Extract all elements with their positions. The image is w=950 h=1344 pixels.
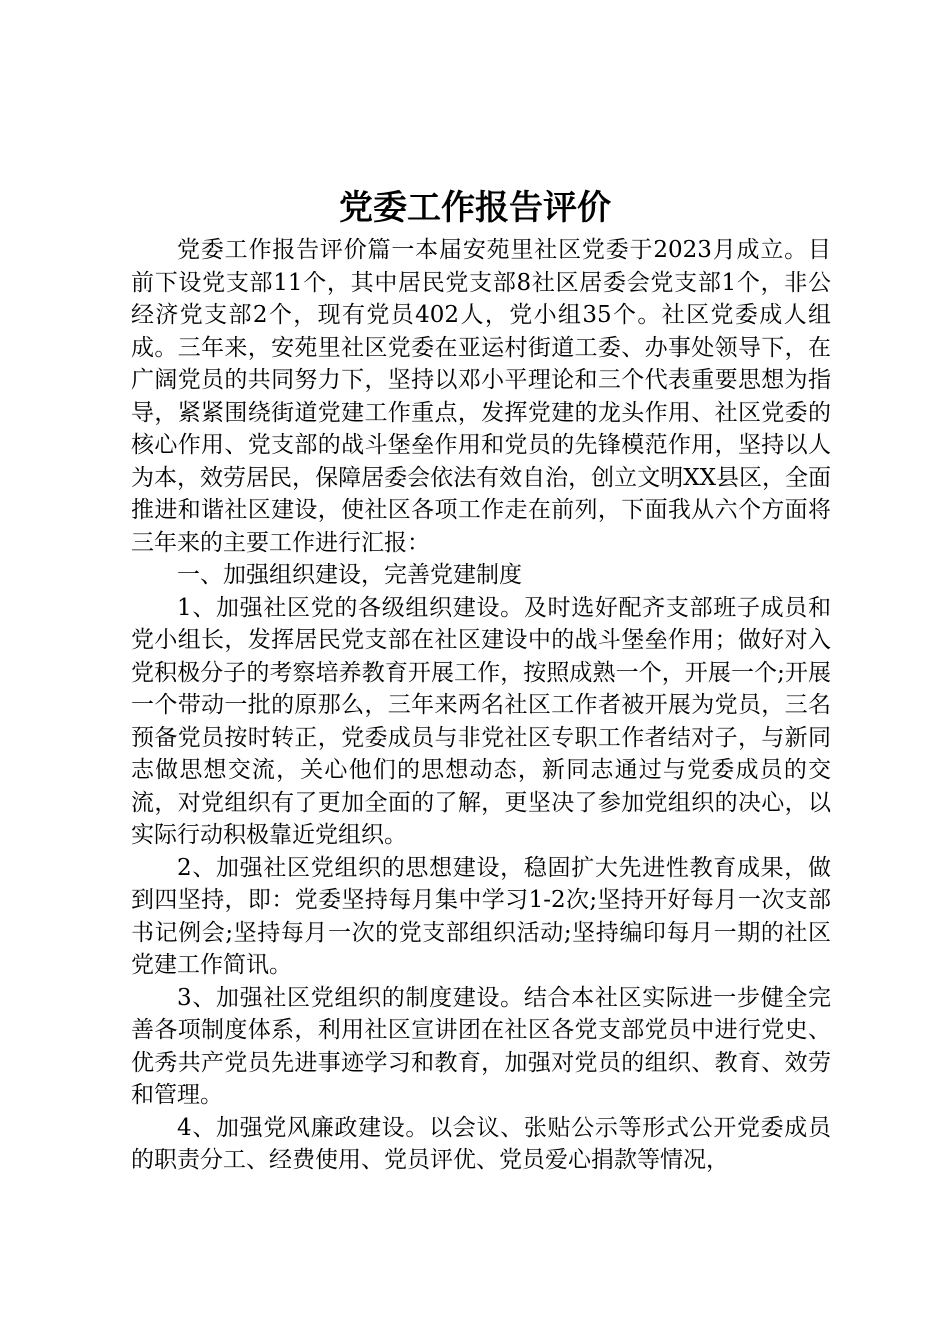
paragraph-item-4: 4、加强党风廉政建设。以会议、张贴公示等形式公开党委成员的职责分工、经费使用、党员评优、党员爱心捐款等情况， [131, 1114, 831, 1173]
section-heading-organization: 一、加强组织建设，完善党建制度 [177, 562, 522, 588]
paragraph-item-2: 2、加强社区党组织的思想建设，稳固扩大先进性教育成果，做到四坚持，即：党委坚持每月集中学习1-2次;坚持开好每月一次支部书记例会;坚持每月一次的党支部组织活动;坚持编印每月一期的社区党建工作简讯。 [131, 854, 831, 978]
paragraph-item-3: 3、加强社区党组织的制度建设。结合本社区实际进一步健全完善各项制度体系，利用社区宣讲团在社区各党支部党员中进行党史、优秀共产党员先进事迹学习和教育，加强对党员的组织、教育、效劳和管理。 [131, 984, 831, 1108]
document-title: 党委工作报告评价 [339, 188, 611, 228]
document-body [131, 234, 831, 1177]
paragraph-item-1: 1、加强社区党的各级组织建设。及时选好配齐支部班子成员和党小组长，发挥居民党支部在社区建设中的战斗堡垒作用；做好对入党积极分子的考察培养教育开展工作，按照成熟一个，开展一个;开展一个带动一批的原那么，三年来两名社区工作者被开展为党员，三名预备党员按时转正，党委成员与非党社区专职工作者结对子，与新同志做思想交流，关心他们的思想动态，新同志通过与党委成员的交流，对党组织有了更加全面的了解，更坚决了参加党组织的决心，以实际行动积极靠近党组织。 [131, 594, 831, 848]
paragraph-intro: 党委工作报告评价篇一本届安苑里社区党委于2023月成立。目前下设党支部11个，其中居民党支部8社区居委会党支部1个，非公经济党支部2个，现有党员402人，党小组35个。社区党委成人组成。三年来，安苑里社区党委在亚运村街道工委、办事处领导下，在广阔党员的共同努力下，坚持以邓小平理论和三个代表重要思想为指导，紧紧围绕街道党建工作重点，发挥党建的龙头作用、社区党委的核心作用、党支部的战斗堡垒作用和党员的先锋模范作用，坚持以人为本，效劳居民，保障居委会依法有效自治，创立文明XX县区，全面推进和谐社区建设，使社区各项工作走在前列，下面我从六个方面将三年来的主要工作进行汇报： [131, 237, 831, 556]
